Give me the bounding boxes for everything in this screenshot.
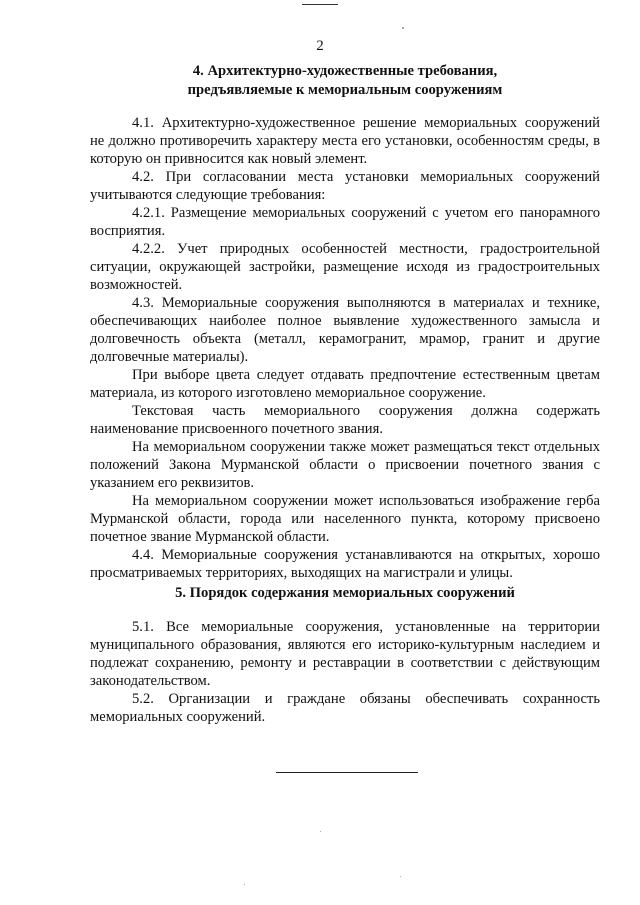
paragraph-4-4: 4.4. Мемориальные сооружения устанавливаются на открытых, хорошо просматриваемых территориях, выходящих на магистрали и улицы.	[90, 547, 600, 581]
scan-speck	[244, 884, 245, 885]
paragraph-coat-of-arms: На мемориальном сооружении может использоваться изображение герба Мурманской области, города или населенного пункта, которому присвоено почетное звание Мурманской области.	[90, 493, 600, 545]
top-rule	[302, 4, 338, 5]
paragraph-4-2-2: 4.2.2. Учет природных особенностей местности, градостроительной ситуации, окружающей застройки, размещение исходя из градостроительных возможностей.	[90, 241, 600, 293]
paragraph-4-3: 4.3. Мемориальные сооружения выполняются в материалах и технике, обеспечивающих наиболее полное выявление художественного замысла и долговечность объекта (металл, керамогранит, мрамор, гранит и другие долговечные материалы).	[90, 295, 600, 365]
paragraph-5-2: 5.2. Организации и граждане обязаны обеспечивать сохранность мемориальных сооружений.	[90, 691, 600, 725]
paragraph-4-1: 4.1. Архитектурно-художественное решение мемориальных сооружений не должно противоречить характеру места его установки, особенностям среды, в которую он привносится как новый элемент.	[90, 115, 600, 167]
section-4-heading-line-2: предъявляемые к мемориальным сооружениям	[187, 82, 503, 98]
paragraph-4-2: 4.2. При согласовании места установки мемориальных сооружений учитываются следующие требования:	[90, 169, 600, 203]
page-number: 2	[316, 38, 324, 54]
section-4-heading-line-1: 4. Архитектурно-художественные требования,	[192, 63, 498, 79]
paragraph-color-choice: При выборе цвета следует отдавать предпочтение естественным цветам материала, из которого изготовлено мемориальное сооружение.	[90, 367, 600, 401]
section-5-body	[90, 618, 600, 726]
section-4-body	[90, 114, 600, 582]
paragraph-5-1: 5.1. Все мемориальные сооружения, установленные на территории муниципального образования, являются его историко-культурным наследием и подлежат сохранению, ремонту и реставрации в соответствии с действующим законодательством.	[90, 619, 600, 689]
scan-speck	[320, 831, 321, 832]
paragraph-4-2-1: 4.2.1. Размещение мемориальных сооружений с учетом его панорамного восприятия.	[90, 205, 600, 239]
section-5-heading: 5. Порядок содержания мемориальных сооружений	[175, 585, 515, 601]
paragraph-law-text: На мемориальном сооружении также может размещаться текст отдельных положений Закона Мурманской области о присвоении почетного звания с указанием его реквизитов.	[90, 439, 600, 491]
section-4-heading	[90, 62, 600, 100]
end-rule	[276, 772, 418, 773]
scan-speck	[402, 27, 404, 29]
scan-speck	[400, 876, 401, 877]
paragraph-text-part: Текстовая часть мемориального сооружения должна содержать наименование присвоенного почетного звания.	[90, 403, 600, 437]
